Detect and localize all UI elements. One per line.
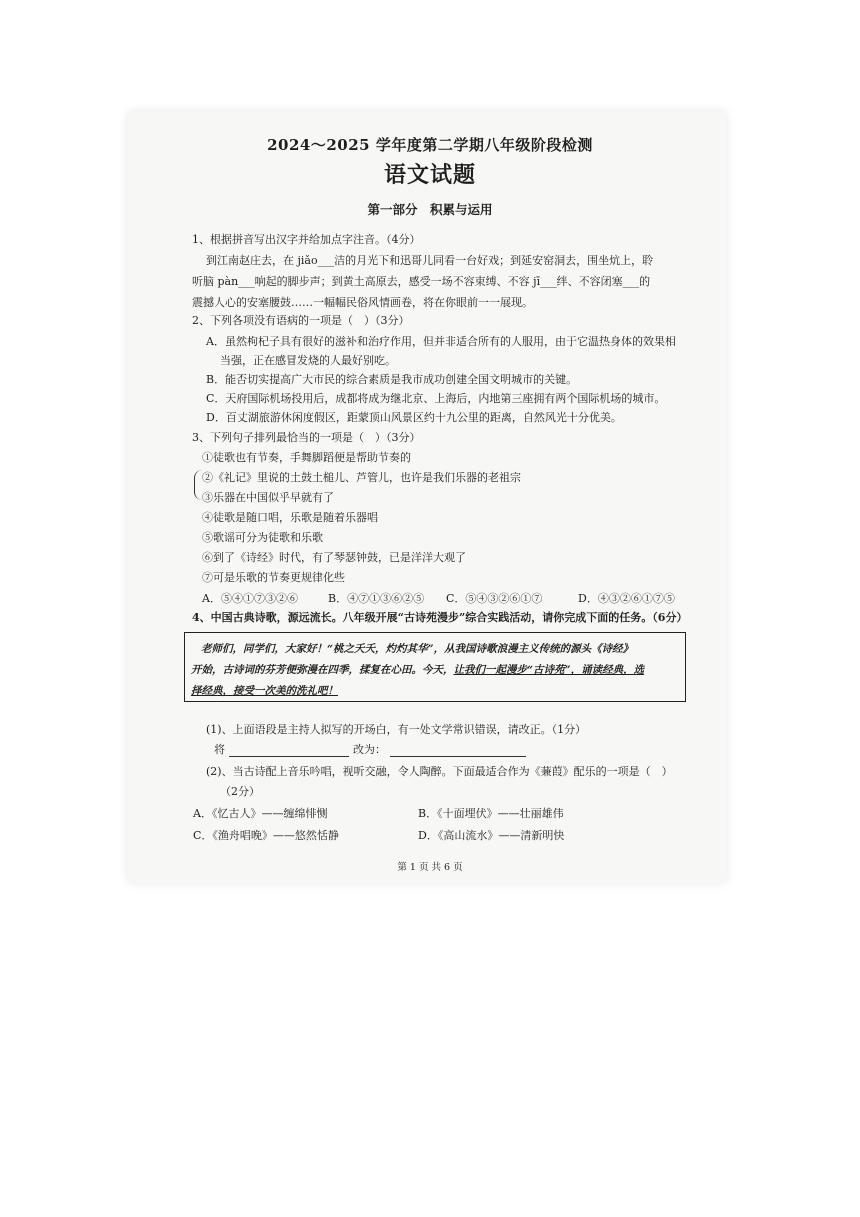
q1-line1: 到江南赵庄去，在 jiǎo___洁的月光下和迅哥儿同看一台好戏；到延安窑洞去，围坐炕上，聆 — [206, 254, 654, 267]
q2-option-b: B．能否切实提高广大市民的综合素质是我市成功创建全国文明城市的关键。 — [206, 373, 578, 386]
q4-option-a: A．《忆古人》——缠绵悱恻 — [193, 807, 328, 820]
q3-sentence-2: ②《礼记》里说的土鼓土槌儿、芦管儿，也许是我们乐器的老祖宗 — [202, 471, 521, 484]
q3-sentence-6: ⑥到了《诗经》时代，有了琴瑟钟鼓，已是洋洋大观了 — [202, 551, 466, 564]
q1-line2: 听脑 pàn___响起的脚步声；到黄土高原去，感受一场不容束缚、不容 jī___绊、不容闭塞___的 — [192, 275, 651, 288]
q4-sub2-line2: （2分） — [220, 785, 260, 798]
q3-sentence-3: ③乐器在中国似乎早就有了 — [202, 491, 334, 504]
original-text-blank[interactable] — [229, 745, 349, 757]
q4-option-c: C．《渔舟唱晚》——悠然恬静 — [193, 829, 339, 842]
q4-option-b: B．《十面埋伏》——壮丽雄伟 — [418, 807, 564, 820]
host-opening-box — [184, 632, 686, 702]
q3-sentence-7: ⑦可是乐歌的节奏更规律化些 — [202, 571, 345, 584]
box-line-2-text: 开始，古诗词的芬芳便弥漫在四季，揉复在心田。今天， — [191, 664, 454, 676]
q3-option-c: C．⑤④③②⑥①⑦ — [446, 592, 543, 605]
box-line-3: 择经典，接受一次美的洗礼吧！ — [191, 685, 338, 697]
q3-option-b: B．④⑦①③⑥②⑤ — [328, 592, 425, 605]
q2-stem: 2、下列各项没有语病的一项是（ ）（3分） — [192, 314, 410, 327]
exam-title: 2024～2025 学年度第二学期八年级阶段检测 — [267, 136, 593, 154]
q4-stem: 4、中国古典诗歌，源远流长。八年级开展“古诗苑漫步”综合实践活动，请你完成下面的任务。（6分） — [192, 611, 688, 624]
subject-title: 语文试题 — [383, 162, 476, 188]
q3-sentence-4: ④徒歌是随口唱，乐歌是随着乐器唱 — [202, 511, 378, 524]
q4-option-d: D．《高山流水》——清新明快 — [418, 829, 565, 842]
q1-stem: 1、根据拼音写出汉字并给加点字注音。（4分） — [192, 233, 421, 246]
q3-stem: 3、下列句子排列最恰当的一项是（ ）（3分） — [192, 431, 421, 444]
box-line-2 — [191, 662, 644, 677]
q2-option-d: D．百丈湖旅游休闲度假区，距蒙顶山风景区约十九公里的距离，自然风光十分优美。 — [206, 411, 622, 424]
q2-option-a-line2: 当强，正在感冒发烧的人最好别吃。 — [220, 354, 396, 367]
q4-sub1-answer-line — [214, 741, 526, 757]
q3-option-d: D．④③②⑥①⑦⑤ — [578, 592, 675, 605]
box-line-2-underlined: 让我们一起漫步“古诗苑”，诵读经典，选 — [453, 664, 645, 676]
jiang-label: 将 — [214, 743, 225, 756]
box-line-1: 老师们，同学们，大家好！“桃之夭夭，灼灼其华”，从我国诗歌浪漫主义传统的源头《诗经》 — [201, 643, 634, 655]
q4-sub1: (1)、上面语段是主持人拟写的开场白，有一处文学常识错误，请改正。（1分） — [206, 723, 587, 736]
q3-sentence-5: ⑤歌谣可分为徒歌和乐歌 — [202, 531, 323, 544]
corrected-text-blank[interactable] — [390, 745, 526, 757]
gaiwei-label: 改为： — [353, 743, 386, 756]
q3-option-a: A．⑤④①⑦③②⑥ — [202, 592, 298, 605]
q3-sentence-1: ①徒歌也有节奏，手舞脚蹈便是帮助节奏的 — [202, 451, 411, 464]
q1-line3: 震撼人心的安塞腰鼓……一幅幅民俗风情画卷，将在你眼前一一展现。 — [192, 296, 533, 309]
q2-option-c: C．天府国际机场投用后，成都将成为继北京、上海后，内地第三座拥有两个国际机场的城市。 — [206, 392, 666, 405]
q4-sub2-line1: (2)、当古诗配上音乐吟唱，视听交融，令人陶醉。下面最适合作为《蒹葭》配乐的一项是（ ） — [206, 765, 673, 778]
page-footer: 第 1 页 共 6 页 — [397, 862, 463, 873]
q2-option-a-line1: A．虽然枸杞子具有很好的滋补和治疗作用，但并非适合所有的人服用，由于它温热身体的效果相 — [206, 335, 676, 348]
part-heading: 第一部分 积累与运用 — [367, 202, 493, 217]
